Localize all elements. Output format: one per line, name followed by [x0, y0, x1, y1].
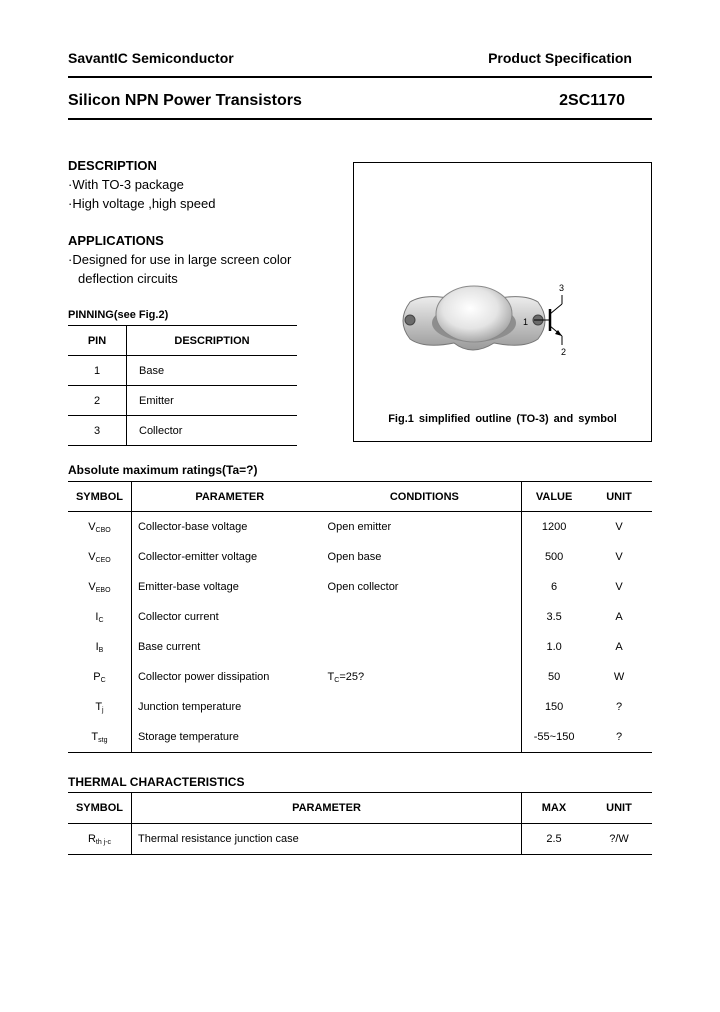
parameter-cell: Collector-emitter voltage: [137, 551, 258, 563]
value-cell: 2.5: [522, 824, 587, 855]
unit-header: UNIT: [586, 793, 652, 824]
value-cell: 50: [522, 662, 586, 692]
thermal-title: THERMAL CHARACTERISTICS: [68, 775, 245, 789]
parameter-cell: Junction temperature: [137, 701, 242, 713]
parameter-cell: Collector current: [137, 611, 219, 623]
value-cell: 150: [522, 692, 586, 722]
unit-cell: ?/W: [586, 824, 652, 855]
value-cell: -55~150: [522, 722, 586, 753]
conditions-cell: $T_C=25$?: [327, 670, 365, 684]
parameter-cell: Base current: [137, 641, 201, 653]
pinning-table: [68, 325, 297, 446]
pin-number: 2: [68, 386, 127, 416]
table-row: [68, 512, 652, 543]
unit-cell: A: [615, 641, 623, 653]
description-title: DESCRIPTION: [68, 158, 157, 173]
parameter-header: PARAMETER: [132, 793, 522, 824]
symbol-cell: $R_{th j-c}$: [68, 824, 132, 855]
symbol-label: 3: [559, 283, 565, 293]
pin-number: 3: [68, 416, 127, 446]
table-row: [68, 356, 297, 386]
applications-title: APPLICATIONS: [68, 233, 164, 248]
unit-cell: A: [615, 611, 623, 623]
doc-type: Product Specification: [488, 50, 632, 66]
unit-cell: V: [615, 521, 623, 533]
conditions-cell: [328, 632, 522, 662]
table-row: [68, 602, 652, 632]
product-family: Silicon NPN Power Transistors: [68, 92, 302, 109]
applications-line: ·Designed for use in large screen color: [68, 252, 292, 267]
header-rule-bottom: [68, 118, 652, 120]
pin-header: PIN: [68, 326, 127, 356]
figure-caption: Fig.1 simplified outline (TO-3) and symbol: [388, 413, 617, 425]
symbol-cell: $P_C$: [68, 662, 131, 692]
figure-box: [353, 162, 652, 442]
conditions-header: CONDITIONS: [328, 482, 522, 512]
description-item: ·With TO-3 package: [68, 177, 184, 192]
symbol-cell: $I_B$: [68, 632, 131, 662]
symbol-label: 1: [523, 317, 529, 327]
desc-header: DESCRIPTION: [127, 326, 298, 356]
symbol-cell: $T_j$: [68, 692, 131, 722]
conditions-cell: [328, 692, 522, 722]
to3-package-illustration: [354, 163, 651, 441]
conditions-cell: [328, 722, 522, 753]
value-cell: 1200: [522, 512, 586, 543]
parameter-header: PARAMETER: [131, 482, 327, 512]
symbol-cell: $T_{stg}$: [68, 722, 131, 753]
unit-header: UNIT: [586, 482, 652, 512]
table-row: [68, 386, 297, 416]
pin-desc: Collector: [127, 416, 298, 446]
pinning-title: PINNING(see Fig.2): [68, 309, 169, 321]
parameter-cell: Collector power dissipation: [137, 671, 270, 683]
table-row: [68, 542, 652, 572]
max-header: MAX: [522, 793, 587, 824]
pin-number: 1: [68, 356, 127, 386]
header-rule-top: [68, 76, 652, 78]
symbol-cell: $V_{EBO}$: [68, 572, 131, 602]
symbol-cell: $I_C$: [68, 602, 131, 632]
applications-line: deflection circuits: [78, 271, 178, 286]
symbol-header: SYMBOL: [68, 482, 131, 512]
abs-max-table: [68, 481, 652, 753]
table-header-row: [68, 326, 297, 356]
unit-cell: ?: [615, 701, 623, 713]
abs-max-title: Absolute maximum ratings(Ta=?): [68, 463, 258, 477]
table-header-row: [68, 482, 652, 512]
table-row: [68, 692, 652, 722]
value-cell: 1.0: [522, 632, 586, 662]
pin-desc: Emitter: [127, 386, 298, 416]
parameter-cell: Emitter-base voltage: [137, 581, 239, 593]
symbol-cell: $V_{CBO}$: [68, 512, 131, 543]
unit-cell: V: [615, 551, 623, 563]
conditions-cell: Open base: [327, 551, 382, 563]
parameter-cell: Thermal resistance junction case: [132, 824, 522, 855]
value-cell: 3.5: [522, 602, 586, 632]
company-name: SavantIC Semiconductor: [68, 50, 234, 66]
value-cell: 6: [522, 572, 586, 602]
unit-cell: V: [615, 581, 623, 593]
table-row: [68, 416, 297, 446]
parameter-cell: Collector-base voltage: [137, 521, 248, 533]
table-header-row: [68, 793, 652, 824]
thermal-table: [68, 792, 652, 855]
unit-cell: W: [613, 671, 625, 683]
table-row: [68, 824, 652, 855]
part-number: 2SC1170: [559, 92, 625, 109]
table-row: [68, 722, 652, 753]
conditions-cell: [328, 602, 522, 632]
description-item: ·High voltage ,high speed: [68, 196, 216, 211]
table-row: [68, 632, 652, 662]
conditions-cell: Open collector: [327, 581, 399, 593]
symbol-cell: $V_{CEO}$: [68, 542, 131, 572]
table-row: [68, 572, 652, 602]
conditions-cell: Open emitter: [327, 521, 392, 533]
value-cell: 500: [522, 542, 586, 572]
pin-desc: Base: [127, 356, 298, 386]
unit-cell: ?: [586, 722, 652, 753]
symbol-label: 2: [561, 347, 567, 357]
symbol-header: SYMBOL: [68, 793, 132, 824]
table-row: [68, 662, 652, 692]
value-header: VALUE: [522, 482, 586, 512]
parameter-cell: Storage temperature: [131, 722, 327, 753]
